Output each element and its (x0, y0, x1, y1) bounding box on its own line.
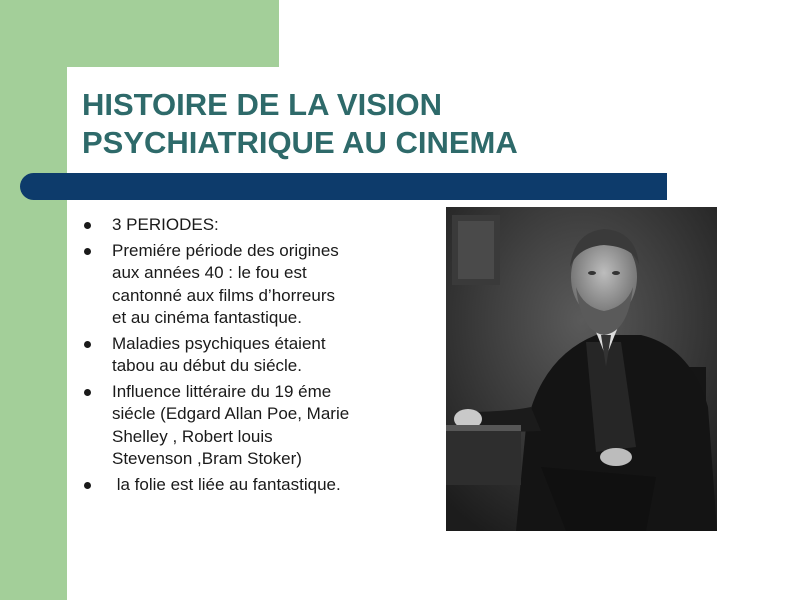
bullet-text: Maladies psychiques étaient (112, 333, 326, 353)
bullet-text: Premiére période des origines (112, 240, 339, 260)
bullet-text: tabou au début du siécle. (112, 356, 302, 375)
bullet-text: la folie est liée au fantastique. (112, 474, 341, 494)
bullet-item (82, 474, 412, 497)
portrait-illustration (446, 207, 717, 531)
portrait-photo (446, 207, 717, 531)
bullet-dot-icon (84, 341, 91, 348)
bullet-list (82, 214, 412, 499)
slide-title (82, 86, 682, 162)
left-green-band (0, 0, 67, 600)
title-line-2: PSYCHIATRIQUE AU CINEMA (82, 125, 518, 160)
bullet-dot-icon (84, 248, 91, 255)
bullet-dot-icon (84, 222, 91, 229)
bullet-text: Stevenson ,Bram Stoker) (112, 449, 302, 468)
bullet-text: cantonné aux films d’horreurs (112, 285, 336, 305)
bullet-item (82, 381, 412, 471)
title-underline-bar (20, 173, 667, 200)
bullet-text: Shelley , Robert louis (112, 426, 273, 446)
top-green-band (0, 0, 279, 67)
bullet-text: Influence littéraire du 19 éme (112, 381, 332, 401)
bullet-text: aux années 40 : le fou est (112, 263, 307, 282)
title-line-1: HISTOIRE DE LA VISION (82, 87, 442, 122)
bullet-text: siécle (Edgard Allan Poe, Marie (112, 404, 350, 423)
bullet-item (82, 333, 412, 378)
bullet-text: 3 PERIODES: (112, 215, 219, 234)
bullet-text: et au cinéma fantastique. (112, 308, 302, 327)
bullet-item (82, 240, 412, 330)
bullet-dot-icon (84, 482, 91, 489)
bullet-dot-icon (84, 389, 91, 396)
bullet-item (82, 214, 412, 237)
